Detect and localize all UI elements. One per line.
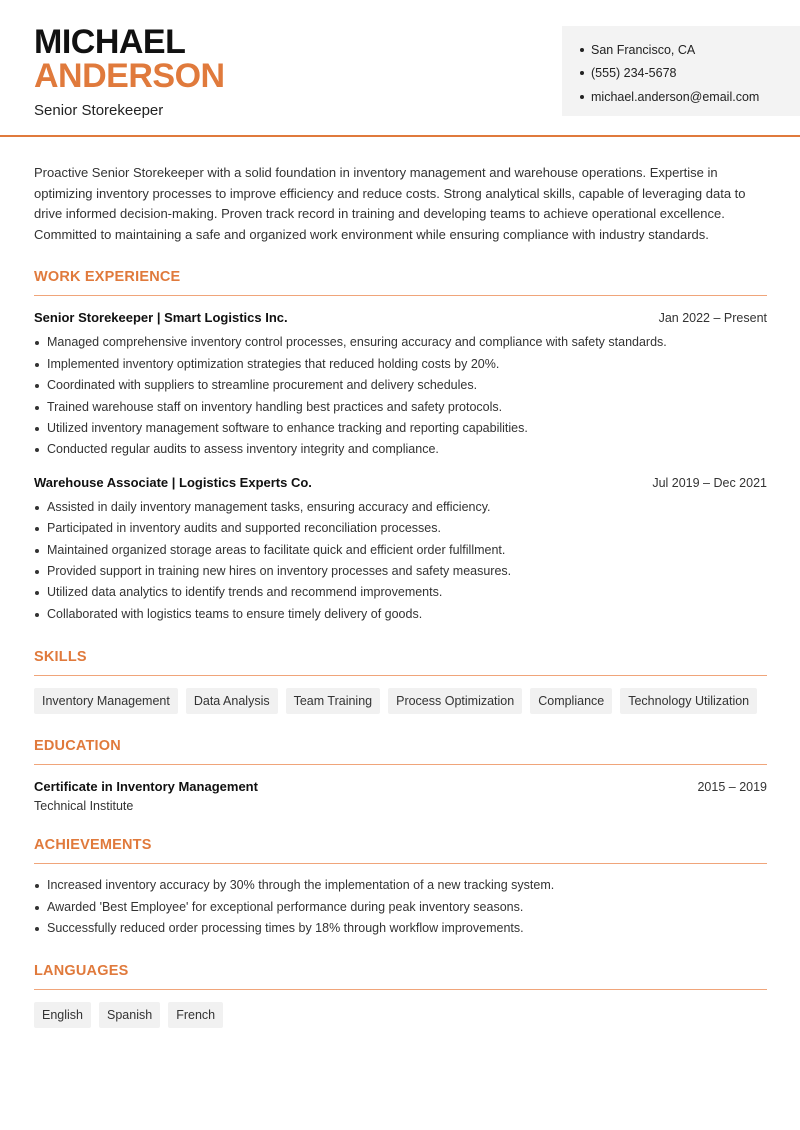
section-title-work: WORK EXPERIENCE [34,269,767,296]
language-tag: French [168,1002,223,1028]
contact-phone [580,62,800,86]
education-date: 2015 – 2019 [697,780,767,795]
list-item: Provided support in training new hires on inventory processes and safety measures. [34,561,767,582]
education-entry [34,779,767,813]
skill-tag: Data Analysis [186,688,278,714]
skill-tag: Inventory Management [34,688,178,714]
languages-tags [34,1002,767,1028]
resume-header [0,0,800,137]
last-name: ANDERSON [34,57,225,95]
bullet-list [34,497,767,625]
name-block [34,23,225,119]
list-item: Conducted regular audits to assess inventory integrity and compliance. [34,439,767,460]
section-title-skills: SKILLS [34,649,767,676]
list-item: Coordinated with suppliers to streamline procurement and delivery schedules. [34,375,767,396]
list-item: Increased inventory accuracy by 30% through the implementation of a new tracking system. [34,875,767,896]
bullet-icon [580,71,584,75]
list-item: Awarded 'Best Employee' for exceptional performance during peak inventory seasons. [34,897,767,918]
language-tag: English [34,1002,91,1028]
list-item: Implemented inventory optimization strategies that reduced holding costs by 20%. [34,354,767,375]
list-item: Collaborated with logistics teams to ensure timely delivery of goods. [34,604,767,625]
list-item: Successfully reduced order processing times by 18% through workflow improvements. [34,918,767,939]
bullet-icon [580,48,584,52]
degree-title: Certificate in Inventory Management [34,779,258,795]
phone-text: (555) 234-5678 [591,66,677,81]
language-tag: Spanish [99,1002,160,1028]
section-title-education: EDUCATION [34,738,767,765]
list-item: Utilized data analytics to identify trends and recommend improvements. [34,582,767,603]
first-name: MICHAEL [34,23,186,61]
contact-box [562,26,800,116]
school-name: Technical Institute [34,799,134,814]
list-item: Maintained organized storage areas to facilitate quick and efficient order fulfillment. [34,540,767,561]
summary: Proactive Senior Storekeeper with a solid foundation in inventory management and warehouse operations. Expertise in optimizing inventory processes to improve efficiency and reduce costs. Strong analytical skills, capable of leveraging data to drive informed decision-making. Proven track record in training and developing teams to achieve operational excellence. Committed to maintaining a safe and organized work environment while ensuring compliance with industry standards. [34,165,746,242]
list-item: Managed comprehensive inventory control processes, ensuring accuracy and compliance with safety standards. [34,332,767,353]
list-item: Utilized inventory management software to enhance tracking and reporting capabilities. [34,418,767,439]
entry-date: Jul 2019 – Dec 2021 [652,475,767,490]
list-item: Assisted in daily inventory management tasks, ensuring accuracy and efficiency. [34,497,767,518]
section-title-languages: LANGUAGES [34,963,767,990]
skill-tag: Process Optimization [388,688,522,714]
list-item: Participated in inventory audits and supported reconciliation processes. [34,518,767,539]
experience-entry [34,310,767,460]
bullet-icon [580,95,584,99]
contact-email [580,85,800,109]
skill-tag: Compliance [530,688,612,714]
skill-tag: Team Training [286,688,381,714]
email-text: michael.anderson@email.com [591,89,760,104]
resume-body [34,163,767,1028]
entry-date: Jan 2022 – Present [658,311,767,326]
bullet-list [34,332,767,460]
contact-location [580,38,800,62]
entry-title: Senior Storekeeper | Smart Logistics Inc. [34,310,288,326]
skill-tag: Technology Utilization [620,688,757,714]
location-text: San Francisco, CA [591,42,696,57]
achievements-list [34,875,767,939]
entry-title: Warehouse Associate | Logistics Experts Co. [34,474,312,490]
section-title-achievements: ACHIEVEMENTS [34,837,767,864]
job-title: Senior Storekeeper [34,102,164,119]
experience-entry [34,475,767,625]
skills-tags [34,688,767,714]
list-item: Trained warehouse staff on inventory handling best practices and safety protocols. [34,397,767,418]
